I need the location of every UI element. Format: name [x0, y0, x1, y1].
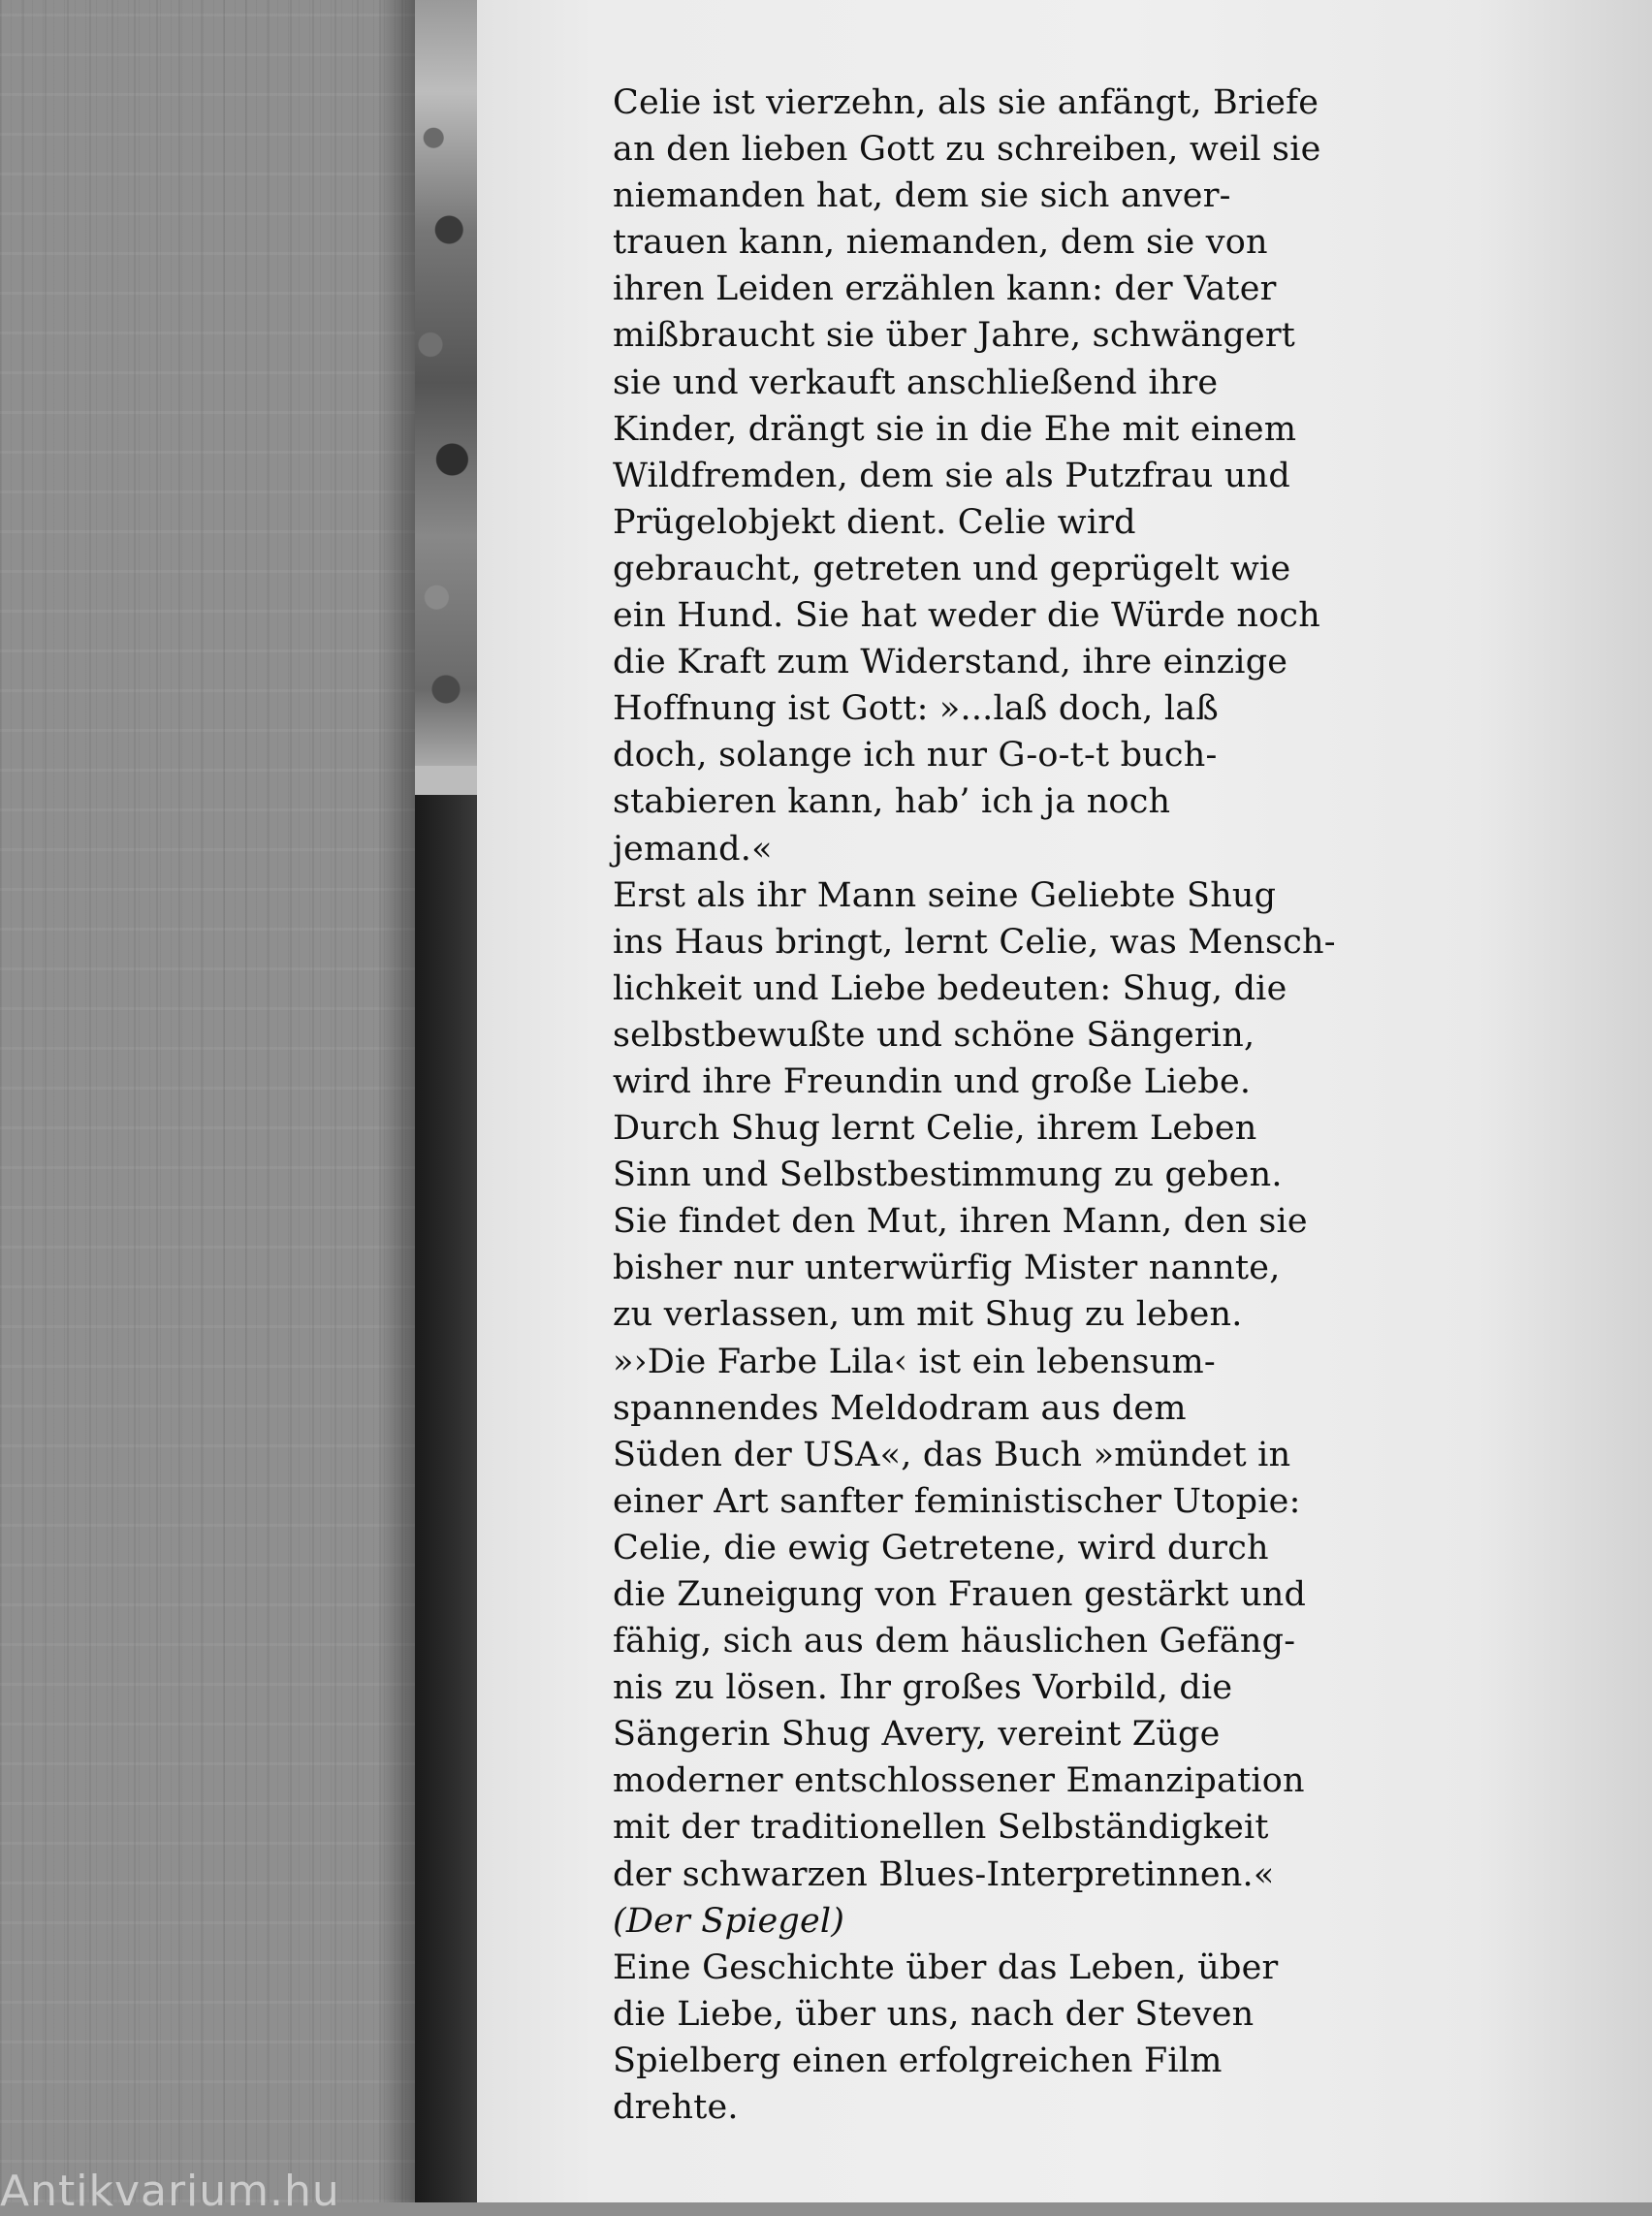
text-line: Sie findet den Mut, ihren Mann, den sie [613, 1202, 1308, 1242]
textured-background [0, 0, 417, 2202]
text-line: drehte. [613, 2088, 739, 2128]
text-line: doch, solange ich nur G-o-t-t buch- [613, 736, 1218, 776]
text-line: Süden der USA«, das Buch »mündet in [613, 1435, 1291, 1474]
text-line: moderner entschlossener Emanzipation [613, 1761, 1305, 1801]
text-line: wird ihre Freundin und große Liebe. [613, 1061, 1252, 1101]
text-line: Erst als ihr Mann seine Geliebte Shug [613, 875, 1277, 915]
cover-photo-strip [415, 0, 477, 766]
text-line: niemanden hat, dem sie sich anver- [613, 176, 1231, 216]
text-line: Celie, die ewig Getretene, wird durch [613, 1528, 1269, 1567]
text-line: der schwarzen Blues-Interpretinnen.« [613, 1854, 1275, 1894]
spine-band [415, 766, 477, 795]
text-line: ihren Leiden erzählen kann: der Vater [613, 269, 1277, 309]
source-citation: (Der Spiegel) [613, 1901, 845, 1941]
text-line: mit der traditionellen Selbständigkeit [613, 1808, 1269, 1848]
text-line: stabieren kann, hab’ ich ja noch [613, 782, 1171, 822]
blurb-text [613, 79, 1408, 2131]
text-line: Spielberg einen erfolgreichen Film [613, 2041, 1223, 2080]
text-line: Sinn und Selbstbestimmung zu geben. [613, 1155, 1283, 1195]
text-line: ins Haus bringt, lernt Celie, was Mensch- [613, 922, 1336, 962]
background-shadow [378, 0, 417, 2202]
text-line: trauen kann, niemanden, dem sie von [613, 223, 1268, 263]
text-line: nis zu lösen. Ihr großes Vorbild, die [613, 1668, 1233, 1708]
book-spine [415, 0, 477, 2202]
text-line: einer Art sanfter feministischer Utopie: [613, 1481, 1301, 1521]
text-line: jemand.« [613, 829, 773, 869]
text-line: die Liebe, über uns, nach der Steven [613, 1994, 1255, 2034]
text-line: die Kraft zum Widerstand, ihre einzige [613, 643, 1288, 682]
text-line: spannendes Meldodram aus dem [613, 1388, 1187, 1428]
text-line: ein Hund. Sie hat weder die Würde noch [613, 596, 1320, 636]
text-line: lichkeit und Liebe bedeuten: Shug, die [613, 968, 1287, 1008]
text-line: sie und verkauft anschließend ihre [613, 363, 1219, 402]
text-line: Celie ist vierzehn, als sie anfängt, Briefe [613, 83, 1319, 122]
text-line: zu verlassen, um mit Shug zu leben. [613, 1295, 1243, 1335]
text-line: Eine Geschichte über das Leben, über [613, 1947, 1279, 1987]
text-line: selbstbewußte und schöne Sängerin, [613, 1015, 1255, 1055]
spine-dark-strip [415, 795, 477, 2202]
text-line: Prügelobjekt dient. Celie wird [613, 502, 1136, 542]
text-line: Kinder, drängt sie in die Ehe mit einem [613, 409, 1297, 449]
watermark-text: Antikvarium.hu [0, 2167, 340, 2216]
text-line: gebraucht, getreten und geprügelt wie [613, 549, 1291, 588]
text-line: Sängerin Shug Avery, vereint Züge [613, 1715, 1221, 1755]
text-line: Hoffnung ist Gott: »...laß doch, laß [613, 689, 1219, 729]
text-line: Durch Shug lernt Celie, ihrem Leben [613, 1109, 1257, 1149]
text-line: mißbraucht sie über Jahre, schwängert [613, 316, 1296, 356]
book-page [477, 0, 1652, 2202]
text-line: an den lieben Gott zu schreiben, weil sie [613, 130, 1321, 170]
text-line: »›Die Farbe Lila‹ ist ein lebensum- [613, 1342, 1216, 1381]
page-edge-shade [1477, 0, 1652, 2202]
text-line: fähig, sich aus dem häuslichen Gefäng- [613, 1622, 1296, 1662]
text-line: die Zuneigung von Frauen gestärkt und [613, 1575, 1307, 1614]
text-line: bisher nur unterwürfig Mister nannte, [613, 1249, 1281, 1288]
text-line: Wildfremden, dem sie als Putzfrau und [613, 456, 1290, 495]
